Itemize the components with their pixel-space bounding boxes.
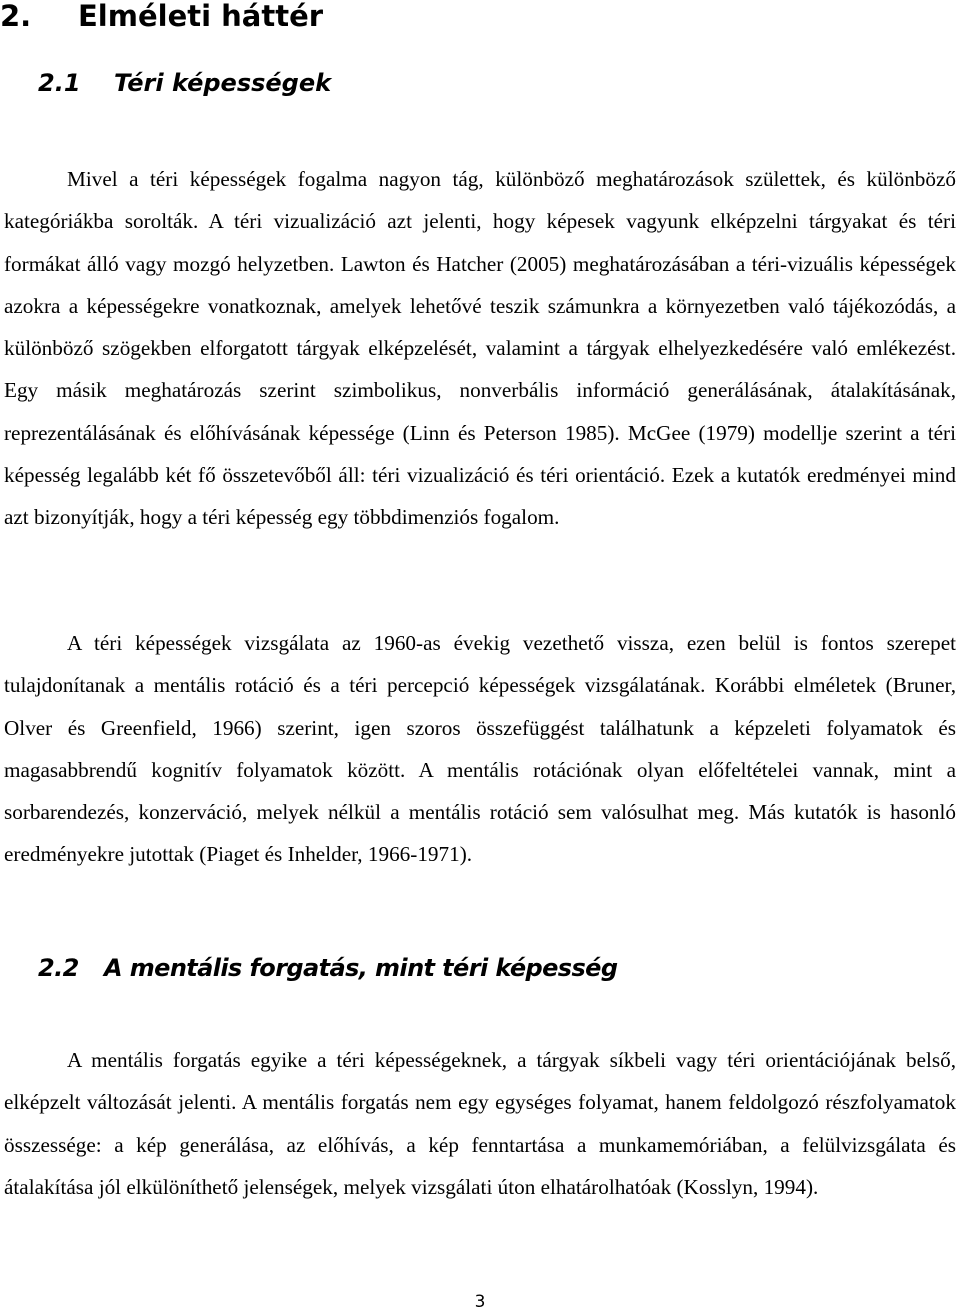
sentence: A mentális rotációnak olyan előfeltételei vannak, mint a sorbarendezés, konzerváció, melyek nélkül a mentális rotáció sem valósulhat meg. — [4, 757, 956, 825]
section-number: 2.1 — [38, 69, 81, 97]
sentence: Lawton és Hatcher (2005) meghatározásában a téri-vizuális képességek azokra a képességekre vonatkoznak, amelyek lehetővé teszik számunkra a környezetben való tájékozódás, a különböző szögekben elforgatott tárgyak elképzelését, valamint a tárgyak elhelyezkedésére való emlékezést. — [4, 251, 956, 361]
page-number: 3 — [474, 1292, 486, 1312]
sentence: Ezek a kutatók eredményei mind azt bizonyítják, hogy a téri képesség egy többdimenziós fogalom. — [4, 463, 956, 530]
paragraph-spatial-abilities-history — [4, 622, 956, 876]
sentence: Mivel a téri képességek fogalma nagyon tág, különböző meghatározások születtek, és különböző kategóriákba sorolták. — [4, 167, 956, 234]
paragraph-mental-rotation — [4, 1039, 956, 1208]
section-number: 2.2 — [38, 954, 79, 982]
sentence: Korábbi elméletek (Bruner, Olver és Greenfield, 1966) szerint, igen szoros összefüggést találhatunk a képzeleti folyamatok és magasabbrendű kognitív folyamatok között. — [4, 673, 956, 782]
chapter-title: Elméleti háttér — [78, 0, 324, 33]
sentence: A mentális forgatás nem egy egységes folyamat, hanem feldolgozó részfolyamatok összessége: a kép generálása, az előhívás, a kép fenntartása a munkamemóriában, a felülvizsgálata és átalakítása jól elkülöníthető jelenségek, melyek vizsgálati úton elhatárolhatóak (Kosslyn, 1994). — [4, 1090, 956, 1199]
sentence: Egy másik meghatározás szerint szimbolikus, nonverbális információ generálásának, átalakításának, reprezentálásának és előhívásának képessége (Linn és Peterson 1985). — [4, 378, 956, 445]
section-heading-2-2 — [38, 951, 617, 985]
sentence: Más kutatók is hasonló eredményekre jutottak (Piaget és Inhelder, 1966-1971). — [4, 800, 957, 867]
paragraph-spatial-abilities-definition — [4, 158, 956, 539]
section-heading-2-1 — [38, 66, 331, 100]
sentence: A mentális forgatás egyike a téri képességeknek, a tárgyak síkbeli vagy téri orientációjának belső, elképzelt változását jelenti. — [4, 1048, 956, 1115]
sentence: A téri vizualizáció azt jelenti, hogy képesek vagyunk elképzelni tárgyakat és téri formákat álló vagy mozgó helyzetben. — [4, 209, 956, 276]
section-title: Téri képességek — [114, 69, 332, 97]
chapter-number: 2. — [0, 0, 32, 33]
chapter-heading — [0, 0, 323, 36]
sentence: McGee (1979) modellje szerint a téri képesség legalább két fő összetevőből áll: téri vizualizáció és téri orientáció. — [4, 420, 956, 488]
sentence: A téri képességek vizsgálata az 1960-as évekig vezethető vissza, ezen belül is fontos szerepet tulajdonítanak a mentális rotáció és a téri percepció képességek vizsgálatának. — [4, 631, 956, 698]
section-title: A mentális forgatás, mint téri képesség — [104, 954, 618, 982]
